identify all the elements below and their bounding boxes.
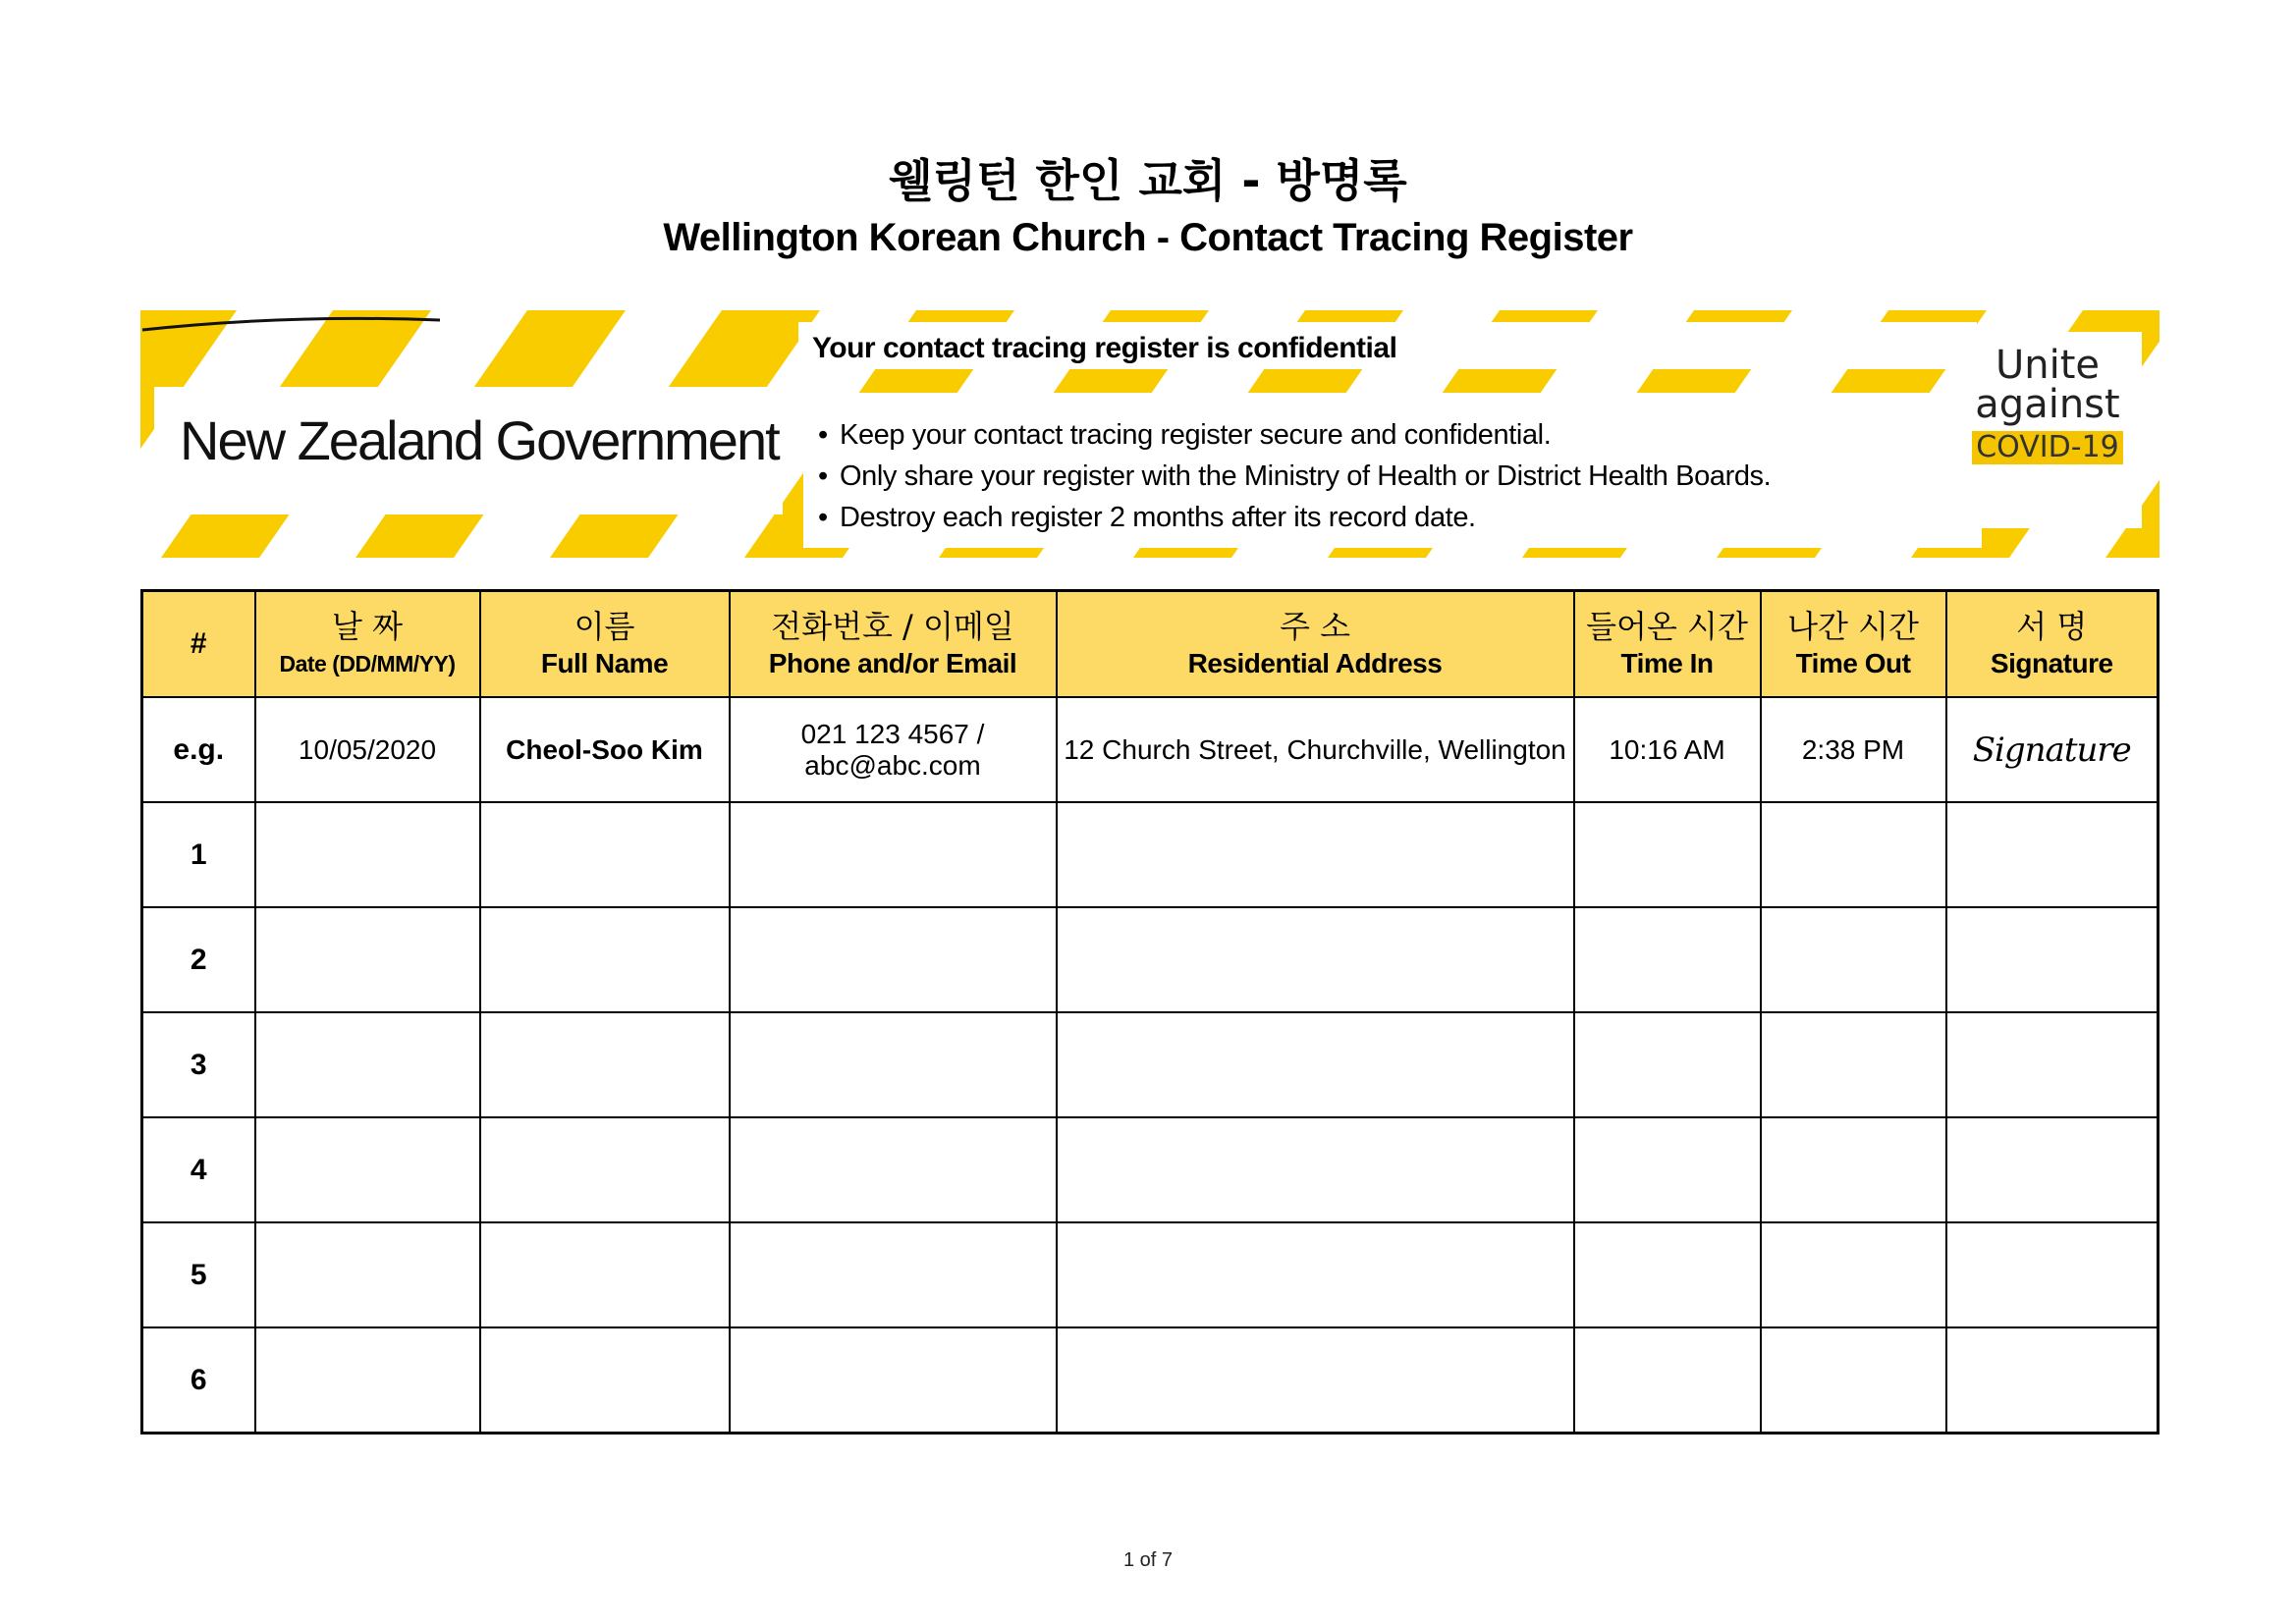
date-cell[interactable] bbox=[255, 802, 480, 907]
time-out-cell[interactable] bbox=[1761, 1327, 1946, 1434]
col-name-header: 이름 Full Name bbox=[480, 591, 730, 698]
address-cell[interactable] bbox=[1057, 1222, 1574, 1327]
date-cell[interactable] bbox=[255, 1117, 480, 1222]
col-signature-header: 서 명 Signature bbox=[1946, 591, 2159, 698]
time-in-cell[interactable] bbox=[1574, 1117, 1761, 1222]
time-in-cell[interactable] bbox=[1574, 802, 1761, 907]
name-cell[interactable] bbox=[480, 1117, 730, 1222]
date-cell[interactable] bbox=[255, 1222, 480, 1327]
signature-cell[interactable] bbox=[1946, 907, 2159, 1012]
example-row bbox=[142, 697, 2159, 802]
date-cell[interactable] bbox=[255, 1327, 480, 1434]
table-row bbox=[142, 1117, 2159, 1222]
name-cell[interactable] bbox=[480, 1012, 730, 1117]
col-address-header: 주 소 Residential Address bbox=[1057, 591, 1574, 698]
row-number: 2 bbox=[142, 907, 255, 1012]
address-cell[interactable] bbox=[1057, 802, 1574, 907]
row-number: 1 bbox=[142, 802, 255, 907]
example-signature: Signature bbox=[1946, 697, 2159, 802]
row-number: 6 bbox=[142, 1327, 255, 1434]
example-email-line: abc@abc.com bbox=[804, 749, 981, 781]
phone-cell[interactable] bbox=[730, 1117, 1057, 1222]
phone-cell[interactable] bbox=[730, 1222, 1057, 1327]
address-cell[interactable] bbox=[1057, 1117, 1574, 1222]
confidentiality-banner bbox=[140, 310, 2159, 558]
time-out-cell[interactable] bbox=[1761, 802, 1946, 907]
contact-tracing-table bbox=[140, 589, 2159, 1435]
table-row bbox=[142, 907, 2159, 1012]
time-out-cell[interactable] bbox=[1761, 1012, 1946, 1117]
bullet-item: • Destroy each register 2 months after its record date. bbox=[818, 497, 1771, 538]
campaign-line-2: against bbox=[1975, 382, 2120, 427]
date-cell[interactable] bbox=[255, 1012, 480, 1117]
example-date: 10/05/2020 bbox=[255, 697, 480, 802]
address-cell[interactable] bbox=[1057, 1012, 1574, 1117]
table-row bbox=[142, 1222, 2159, 1327]
col-number-header: # bbox=[142, 591, 255, 698]
phone-cell[interactable] bbox=[730, 802, 1057, 907]
page-title-english: Wellington Korean Church - Contact Tracing Register bbox=[663, 216, 1633, 259]
time-out-cell[interactable] bbox=[1761, 1117, 1946, 1222]
confidentiality-list bbox=[818, 414, 1771, 538]
time-out-cell[interactable] bbox=[1761, 1222, 1946, 1327]
signature-cell[interactable] bbox=[1946, 1117, 2159, 1222]
header-row bbox=[142, 591, 2159, 698]
example-label: e.g. bbox=[142, 697, 255, 802]
example-phone bbox=[730, 697, 1057, 802]
time-in-cell[interactable] bbox=[1574, 1012, 1761, 1117]
time-in-cell[interactable] bbox=[1574, 907, 1761, 1012]
row-number: 3 bbox=[142, 1012, 255, 1117]
signature-cell[interactable] bbox=[1946, 1222, 2159, 1327]
name-cell[interactable] bbox=[480, 1222, 730, 1327]
address-cell[interactable] bbox=[1057, 1327, 1574, 1434]
campaign-box: COVID-19 bbox=[1972, 431, 2123, 464]
page-number: 1 of 7 bbox=[1122, 1549, 1174, 1571]
table-row bbox=[142, 802, 2159, 907]
phone-cell[interactable] bbox=[730, 1327, 1057, 1434]
date-cell[interactable] bbox=[255, 907, 480, 1012]
unite-against-covid-logo bbox=[1959, 343, 2136, 464]
confidential-heading: Your contact tracing register is confidential bbox=[812, 332, 1397, 364]
page-title-korean: 웰링턴 한인 교회 - 방명록 bbox=[889, 154, 1407, 207]
name-cell[interactable] bbox=[480, 1327, 730, 1434]
example-name: Cheol-Soo Kim bbox=[480, 697, 730, 802]
col-time-out-header: 나간 시간 Time Out bbox=[1761, 591, 1946, 698]
example-time-out: 2:38 PM bbox=[1761, 697, 1946, 802]
time-in-cell[interactable] bbox=[1574, 1327, 1761, 1434]
time-out-cell[interactable] bbox=[1761, 907, 1946, 1012]
row-number: 4 bbox=[142, 1117, 255, 1222]
example-address: 12 Church Street, Churchville, Wellington bbox=[1057, 697, 1574, 802]
phone-cell[interactable] bbox=[730, 907, 1057, 1012]
table-row bbox=[142, 1012, 2159, 1117]
bullet-item: • Only share your register with the Ministry of Health or District Health Boards. bbox=[818, 456, 1771, 497]
name-cell[interactable] bbox=[480, 907, 730, 1012]
signature-cell[interactable] bbox=[1946, 1012, 2159, 1117]
example-phone-line: 021 123 4567 / bbox=[800, 718, 985, 749]
col-phone-header: 전화번호 / 이메일 Phone and/or Email bbox=[730, 591, 1057, 698]
logo-swoosh-icon bbox=[140, 310, 445, 336]
signature-cell[interactable] bbox=[1946, 802, 2159, 907]
address-cell[interactable] bbox=[1057, 907, 1574, 1012]
bullet-item: • Keep your contact tracing register secure and confidential. bbox=[818, 414, 1771, 456]
signature-cell[interactable] bbox=[1946, 1327, 2159, 1434]
table-row bbox=[142, 1327, 2159, 1434]
campaign-line-1: Unite bbox=[1995, 343, 2101, 388]
example-time-in: 10:16 AM bbox=[1574, 697, 1761, 802]
name-cell[interactable] bbox=[480, 802, 730, 907]
nz-government-logo: New Zealand Government bbox=[180, 409, 779, 471]
time-in-cell[interactable] bbox=[1574, 1222, 1761, 1327]
phone-cell[interactable] bbox=[730, 1012, 1057, 1117]
row-number: 5 bbox=[142, 1222, 255, 1327]
col-date-header: 날 짜 Date (DD/MM/YY) bbox=[255, 591, 480, 698]
col-time-in-header: 들어온 시간 Time In bbox=[1574, 591, 1761, 698]
